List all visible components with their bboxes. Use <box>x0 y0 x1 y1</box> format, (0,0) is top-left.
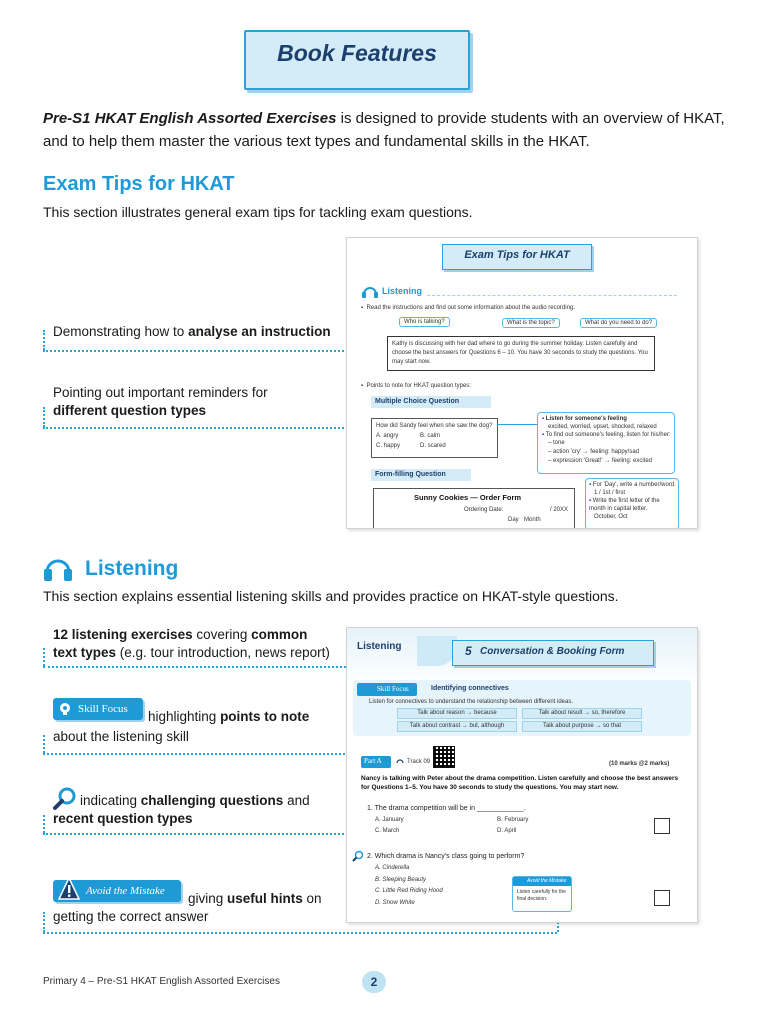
thumb-tag-who: Who is talking? <box>399 317 450 327</box>
thumb-track: Track 09 <box>407 759 431 765</box>
callout-listening-exercises: 12 listening exercises covering common text types (e.g. tour introduction, news report) <box>53 627 330 660</box>
answer-box[interactable] <box>654 890 670 906</box>
thumb-q1: 1. The drama competition will be in ____________. <box>367 805 526 812</box>
thumb-instruction: Kathy is discussing with her dad where to go during the summer holiday. Listen carefully and choose the best answers for Questions 6 – 10. You have 30 seconds to study the questions. You may start now. <box>387 336 655 371</box>
intro-paragraph <box>43 107 733 153</box>
answer-box[interactable] <box>654 818 670 834</box>
thumb-connective: Talk about contrast → but, although <box>397 721 517 732</box>
thumb-bullet-2: ▪ Points to note for HKAT question types: <box>361 383 471 389</box>
callout-skill-focus: highlighting points to note <box>148 709 310 724</box>
callout-question-types: Pointing out important reminders for different question types <box>53 385 268 418</box>
callout-avoid-mistake-line2: getting the correct answer <box>53 909 209 924</box>
magnifier-icon <box>53 787 77 811</box>
thumb-connective: Talk about result → so, therefore <box>522 708 642 719</box>
callout-challenging-line2: recent question types <box>53 811 193 826</box>
thumb-section-label: Listening <box>382 286 422 296</box>
magnifier-icon <box>352 850 364 862</box>
thumb-tag-task: What do you need to do? <box>580 318 657 328</box>
callout-challenging: indicating challenging questions and <box>80 793 310 808</box>
lightbulb-icon <box>58 702 72 716</box>
intro-text: is designed to provide students with an overview of HKAT, and to help them master the various text types and fundamental skills in the HKAT. <box>43 110 725 150</box>
exam-tips-lead: This section illustrates general exam tips for tackling exam questions. <box>43 204 473 220</box>
headphones-icon <box>395 756 405 766</box>
thumb-skill-title: Identifying connectives <box>431 685 509 692</box>
thumb-form-box: Sunny Cookies — Order Form Ordering Date: / 20XX Day Month <box>373 488 575 529</box>
thumb-connective: Talk about purpose → so that <box>522 721 642 732</box>
thumb-instruction: Nancy is talking with Peter about the drama competition. Listen carefully and choose the best answers for Questions 1–5. You have 30 seconds to study the questions. You may start now. <box>361 775 679 791</box>
thumb-skill-text: Listen for connectives to understand the relationship between different ideas. <box>369 699 574 705</box>
thumb-tip-feeling: ▪ Listen for someone's feeling excited, worried, upset, shocked, relaxed ▪ To find out someone's feeling, listen for his/her: – tone – action 'cry' → feeling: happy/sad – expression 'Great!' → feeling: excited <box>537 412 675 474</box>
exam-tips-page-preview <box>346 237 698 529</box>
headphones-icon <box>42 552 74 584</box>
callout-analyse-instruction: Demonstrating how to analyse an instruction <box>53 324 331 339</box>
thumb-tab-label: Listening <box>357 641 402 652</box>
thumb-unit-title: Conversation & Booking Form <box>480 646 625 657</box>
thumb-mcq-label: Multiple Choice Question <box>375 398 460 405</box>
listening-heading: Listening <box>85 557 179 580</box>
thumb-avoid-box: Avoid the Mistake Listen carefully for the final decision. <box>512 876 572 912</box>
thumb-tag-topic: What is the topic? <box>502 318 560 328</box>
thumb-unit-number: 5 <box>465 644 472 658</box>
thumb-mcq-box: How did Sandy feel when she saw the dog? A. angry B. calm C. happy D. scared <box>371 418 498 458</box>
callout-skill-focus-line2: about the listening skill <box>53 729 189 744</box>
thumb-q2: 2. Which drama is Nancy's class going to perform? <box>367 853 525 860</box>
thumb-form-label: Form-filling Question <box>375 471 446 478</box>
thumb-tip-form: ▪ For 'Day', write a number/word. 1 / 1st / first ▪ Write the first letter of the month in capital letter. October, Oct <box>585 478 679 529</box>
page-number: 2 <box>362 971 386 993</box>
listening-page-preview: Listening 5 Conversation & Booking Form Skill Focus Identifying connectives Listen for connectives to understand the relationship between different ideas. Talk about reason → because Talk about result → so, therefore Talk about contrast → but, although Talk about purpose → so that Part A Track 09 (10 marks @2 marks) Nancy is talking with Peter about the drama competition. Listen carefully and choose the best answers for Questions 1–5. You have 30 seconds to study the questions. You may start now. 1. The drama competition will be in ____________. A. January B. February C. March D. April 2. Which drama is Nancy's class going to perform? A. Cinderella B. Sleeping Beauty C. Little Red Riding Hood D. Snow White Avoid the Mistake Listen carefully for the final decision. <box>346 627 698 923</box>
page-title: Book Features <box>277 40 437 66</box>
thumb-part-label: Part A <box>364 757 382 765</box>
callout-avoid-mistake: giving useful hints on <box>188 891 322 906</box>
exam-tips-heading: Exam Tips for HKAT <box>43 173 235 195</box>
qr-code-icon <box>433 746 455 768</box>
skill-focus-badge-label: Skill Focus <box>78 703 128 715</box>
footer-text: Primary 4 – Pre-S1 HKAT English Assorted Exercises <box>43 976 280 987</box>
avoid-mistake-badge-label: Avoid the Mistake <box>86 885 165 897</box>
thumb-banner-text: Exam Tips for HKAT <box>464 249 570 261</box>
thumb-skill-badge: Skill Focus <box>377 685 409 693</box>
headphones-icon <box>361 284 379 298</box>
warning-icon <box>58 877 80 901</box>
book-title: Pre-S1 HKAT English Assorted Exercises <box>43 110 337 127</box>
listening-lead: This section explains essential listening skills and provides practice on HKAT-style questions. <box>43 588 619 604</box>
thumb-marks: (10 marks @2 marks) <box>609 761 670 767</box>
thumb-connective: Talk about reason → because <box>397 708 517 719</box>
thumb-bullet-1: ▪ Read the instructions and find out some information about the audio recording. <box>361 305 575 311</box>
